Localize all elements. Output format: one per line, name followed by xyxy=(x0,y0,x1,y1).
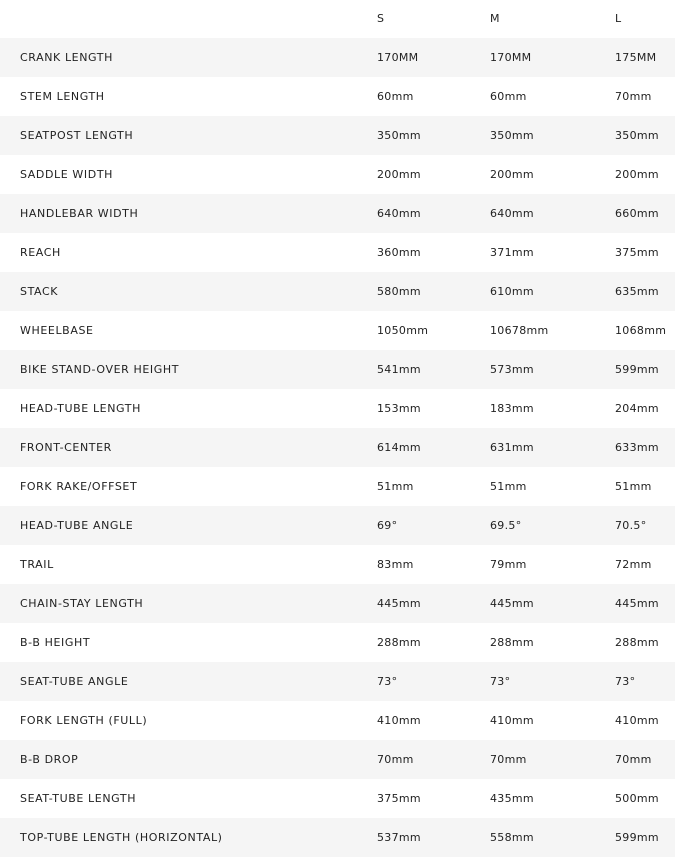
table-row xyxy=(0,194,675,233)
cell-size-s: 83mm xyxy=(377,558,414,571)
table-row xyxy=(0,623,675,662)
table-row xyxy=(0,701,675,740)
cell-size-s: 537mm xyxy=(377,831,421,844)
row-label: FORK RAKE/OFFSET xyxy=(20,480,138,493)
table-body xyxy=(0,38,675,857)
cell-size-l: 70mm xyxy=(615,753,652,766)
table-row xyxy=(0,818,675,857)
row-label: HEAD-TUBE ANGLE xyxy=(20,519,134,532)
cell-size-m: 573mm xyxy=(490,363,534,376)
cell-size-l: 599mm xyxy=(615,831,659,844)
column-header-m: M xyxy=(490,12,501,25)
table-row xyxy=(0,116,675,155)
cell-size-s: 640mm xyxy=(377,207,421,220)
cell-size-m: 60mm xyxy=(490,90,527,103)
cell-size-m: 445mm xyxy=(490,597,534,610)
cell-size-m: 631mm xyxy=(490,441,534,454)
row-label: B-B DROP xyxy=(20,753,79,766)
cell-size-l: 73° xyxy=(615,675,636,688)
row-label: SEAT-TUBE LENGTH xyxy=(20,792,137,805)
row-label: SEAT-TUBE ANGLE xyxy=(20,675,129,688)
column-header-l: L xyxy=(615,12,622,25)
cell-size-s: 288mm xyxy=(377,636,421,649)
cell-size-l: 375mm xyxy=(615,246,659,259)
cell-size-s: 360mm xyxy=(377,246,421,259)
cell-size-l: 204mm xyxy=(615,402,659,415)
cell-size-l: 350mm xyxy=(615,129,659,142)
table-row xyxy=(0,740,675,779)
cell-size-m: 610mm xyxy=(490,285,534,298)
cell-size-l: 70mm xyxy=(615,90,652,103)
row-label: WHEELBASE xyxy=(20,324,94,337)
cell-size-s: 1050mm xyxy=(377,324,429,337)
cell-size-s: 445mm xyxy=(377,597,421,610)
column-header-s: S xyxy=(377,12,385,25)
cell-size-s: 350mm xyxy=(377,129,421,142)
row-label: STACK xyxy=(20,285,59,298)
table-row xyxy=(0,77,675,116)
cell-size-m: 51mm xyxy=(490,480,527,493)
cell-size-l: 445mm xyxy=(615,597,659,610)
table-row xyxy=(0,662,675,701)
table-row xyxy=(0,506,675,545)
cell-size-s: 69° xyxy=(377,519,398,532)
cell-size-m: 69.5° xyxy=(490,519,522,532)
row-label: SEATPOST LENGTH xyxy=(20,129,134,142)
cell-size-m: 558mm xyxy=(490,831,534,844)
cell-size-s: 580mm xyxy=(377,285,421,298)
row-label: B-B HEIGHT xyxy=(20,636,91,649)
cell-size-m: 73° xyxy=(490,675,511,688)
cell-size-l: 660mm xyxy=(615,207,659,220)
cell-size-l: 410mm xyxy=(615,714,659,727)
row-label: FORK LENGTH (FULL) xyxy=(20,714,148,727)
cell-size-m: 288mm xyxy=(490,636,534,649)
cell-size-m: 640mm xyxy=(490,207,534,220)
row-label: STEM LENGTH xyxy=(20,90,105,103)
cell-size-s: 375mm xyxy=(377,792,421,805)
row-label: BIKE STAND-OVER HEIGHT xyxy=(20,363,180,376)
row-label: FRONT-CENTER xyxy=(20,441,112,454)
cell-size-s: 541mm xyxy=(377,363,421,376)
cell-size-s: 70mm xyxy=(377,753,414,766)
cell-size-l: 599mm xyxy=(615,363,659,376)
table-row xyxy=(0,389,675,428)
cell-size-l: 633mm xyxy=(615,441,659,454)
cell-size-m: 435mm xyxy=(490,792,534,805)
table-row xyxy=(0,272,675,311)
row-label: CRANK LENGTH xyxy=(20,51,113,64)
row-label: HANDLEBAR WIDTH xyxy=(20,207,139,220)
table-row xyxy=(0,233,675,272)
table-header-row xyxy=(0,0,675,38)
cell-size-l: 70.5° xyxy=(615,519,647,532)
cell-size-s: 51mm xyxy=(377,480,414,493)
table-row xyxy=(0,584,675,623)
table-row xyxy=(0,155,675,194)
table-row xyxy=(0,428,675,467)
table-row xyxy=(0,311,675,350)
cell-size-m: 79mm xyxy=(490,558,527,571)
cell-size-m: 200mm xyxy=(490,168,534,181)
cell-size-s: 170MM xyxy=(377,51,419,64)
cell-size-m: 183mm xyxy=(490,402,534,415)
table-row xyxy=(0,38,675,77)
cell-size-m: 170MM xyxy=(490,51,532,64)
table-row xyxy=(0,350,675,389)
cell-size-s: 614mm xyxy=(377,441,421,454)
cell-size-l: 288mm xyxy=(615,636,659,649)
cell-size-l: 200mm xyxy=(615,168,659,181)
cell-size-s: 200mm xyxy=(377,168,421,181)
table-row xyxy=(0,779,675,818)
row-label: SADDLE WIDTH xyxy=(20,168,114,181)
row-label: HEAD-TUBE LENGTH xyxy=(20,402,141,415)
row-label: TOP-TUBE LENGTH (HORIZONTAL) xyxy=(20,831,223,844)
cell-size-l: 500mm xyxy=(615,792,659,805)
cell-size-m: 371mm xyxy=(490,246,534,259)
cell-size-l: 72mm xyxy=(615,558,652,571)
row-label: CHAIN-STAY LENGTH xyxy=(20,597,144,610)
cell-size-s: 60mm xyxy=(377,90,414,103)
cell-size-l: 635mm xyxy=(615,285,659,298)
table-row xyxy=(0,545,675,584)
cell-size-l: 51mm xyxy=(615,480,652,493)
cell-size-s: 73° xyxy=(377,675,398,688)
row-label: REACH xyxy=(20,246,61,259)
table-row xyxy=(0,467,675,506)
cell-size-s: 153mm xyxy=(377,402,421,415)
cell-size-m: 410mm xyxy=(490,714,534,727)
cell-size-l: 175MM xyxy=(615,51,657,64)
cell-size-m: 10678mm xyxy=(490,324,549,337)
cell-size-m: 70mm xyxy=(490,753,527,766)
cell-size-s: 410mm xyxy=(377,714,421,727)
cell-size-m: 350mm xyxy=(490,129,534,142)
row-label: TRAIL xyxy=(20,558,54,571)
cell-size-l: 1068mm xyxy=(615,324,667,337)
